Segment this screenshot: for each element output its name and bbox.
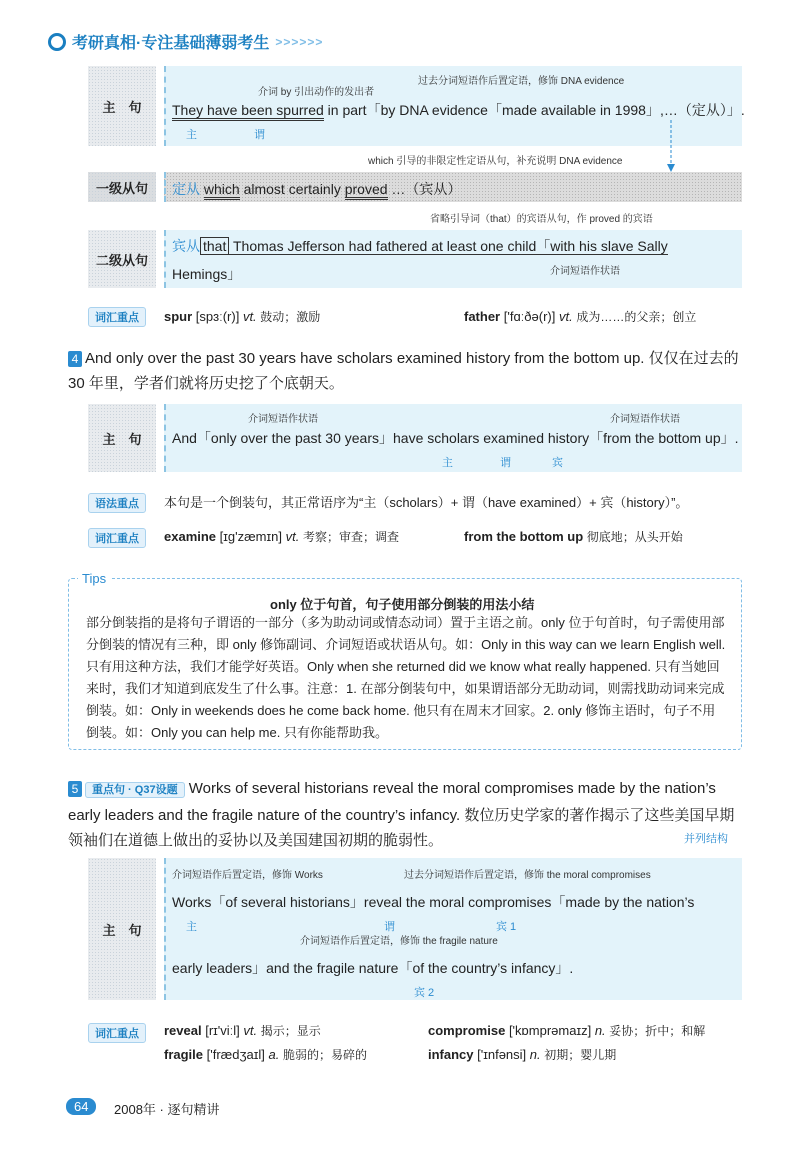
tips-body: 部分倒装指的是将句子谓语的一部分（多为助动词或情态动词）置于主语之前。only 位于句首时，句子需使用部分倒装的情况有三种，即 only 修饰副词、介词短语或状语从句。如：Only in this way can we learn English well. 只有用这种方法，我们才能学好英语。Only when she returned did we know what really happened. 只有当她回来时，我们才知道到底发生了什么事。注意：1. 在部分倒装句中，如果谓语部分无助动词，则需找助动词来完成倒装。如：Only in weekends does he come back home. 他只有在周末才回家。2. only 修饰主语时，句子不用倒装。如：Only you can help me. 只有你能帮助我。 [86,615,726,740]
s3-side-note: which 引导的非限定性定语从句，补充说明 DNA evidence [368,156,623,167]
s4-note2: 介词短语作状语 [610,414,680,425]
s5-parallel: 并列结构 [684,833,728,845]
s3-vocab-tag: 词汇重点 [88,307,146,327]
s3-main-note1: 介词 by 引出动作的发出者 [258,87,375,98]
s4-vocab-bottom-up: from the bottom up 彻底地；从头开始 [464,529,683,544]
s5-bin2: 宾 2 [414,987,435,999]
s5-bin1: 宾 1 [496,921,517,933]
s5-sentence: 5 重点句 · Q37设题 Works of several historians reveal the moral compromises made by the nation’s early leaders and the fragile nature of the country’s infancy. 数位历史学家的著作揭示了这些美国早期领袖们在道德上做出的妥协以及美国建国初期的脆弱性。 [68,780,735,849]
s4-vocab-tag: 词汇重点 [88,528,146,548]
s5-note1: 介词短语作后置定语，修饰 Works [172,870,323,881]
tips-title: only 位于句首，句子使用部分倒装的用法小结 [270,597,535,612]
s4-zhu: 主 [442,457,453,469]
s5-line1: Works「of several historians」reveal the moral compromises「made by the nation’s [172,894,695,910]
s5-vocab-infancy: infancy ['ɪnfənsi] n. 初期；婴儿期 [428,1047,617,1062]
s3-vocab-spur: spur [spɜː(r)] vt. 鼓动；激励 [164,309,321,324]
s3-vocab-father: father ['fɑːðə(r)] vt. 成为……的父亲；创立 [464,309,697,324]
s3-l2-note-top: 省略引导词（that）的宾语从句，作 proved 的宾语 [430,214,653,225]
header-arrows: >>>>>> [275,34,324,49]
s5-flag: 重点句 · Q37设题 [85,782,185,798]
page-header [48,30,323,53]
page-number: 64 [66,1098,96,1115]
s3-l2-label: 二级从句 [88,230,156,288]
header-title: 考研真相·专注基础薄弱考生 [72,35,270,52]
s3-l2-line2: Hemings」 [172,266,242,282]
s5-line2: early leaders」and the fragile nature「of the country’s infancy」. [172,960,574,976]
s3-main-zhu: 主 [186,129,197,141]
s3-l1-label: 一级从句 [88,172,156,202]
s5-note2: 过去分词短语作后置定语，修饰 the moral compromises [404,870,651,881]
s3-l1-sentence: 定从 which almost certainly proved …（宾从） [172,179,461,199]
s5-vocab-reveal: reveal [rɪ'viːl] vt. 揭示；显示 [164,1023,321,1038]
s3-main-wei: 谓 [254,129,265,141]
s4-note1: 介词短语作状语 [248,414,318,425]
s5-note3: 介词短语作后置定语，修饰 the fragile nature [300,936,498,947]
s5-wei: 谓 [384,921,395,933]
s4-bin: 宾 [552,457,563,469]
footer-text: 2008年 · 逐句精讲 [114,1102,220,1117]
s3-main-label: 主 句 [88,66,156,146]
s4-vocab-examine: examine [ɪɡ'zæmɪn] vt. 考察；审查；调查 [164,529,399,544]
s4-sentence: 4 And only over the past 30 years have scholars examined history from the bottom up. 仅仅在过去的 30 年里，学者们就将历史挖了个底朝天。 [68,350,739,392]
s4-main-sentence: And「only over the past 30 years」have scholars examined history「from the bottom up」. [172,430,739,446]
s5-vocab-compromise: compromise ['kɒmprəmaɪz] n. 妥协；折中；和解 [428,1023,706,1038]
s5-vocab-tag: 词汇重点 [88,1023,146,1043]
s3-l2-line1: 宾从 that Thomas Jefferson had fathered at least one child「with his slave Sally [172,238,668,254]
tips-label: Tips [78,571,110,586]
s5-vocab-fragile: fragile ['frædʒaɪl] a. 脆弱的；易碎的 [164,1047,368,1062]
s4-grammar-tag: 语法重点 [88,493,146,513]
s4-wei: 谓 [500,457,511,469]
s3-main-note2: 过去分词短语作后置定语，修饰 DNA evidence [418,76,625,87]
s4-main-label: 主 句 [88,404,156,472]
s3-l2-note-bottom: 介词短语作状语 [550,266,620,277]
s5-main-label: 主 句 [88,858,156,1000]
s5-zhu: 主 [186,921,197,933]
s3-arrow-icon [664,120,678,172]
s3-main-sentence: They have been spurred in part「by DNA evidence「made available in 1998」,…（定从）」. [172,100,745,120]
s4-grammar-text: 本句是一个倒装句，其正常语序为“主（scholars）+ 谓（have examined）+ 宾（history）”。 [164,495,689,510]
search-logo-icon [48,33,66,51]
